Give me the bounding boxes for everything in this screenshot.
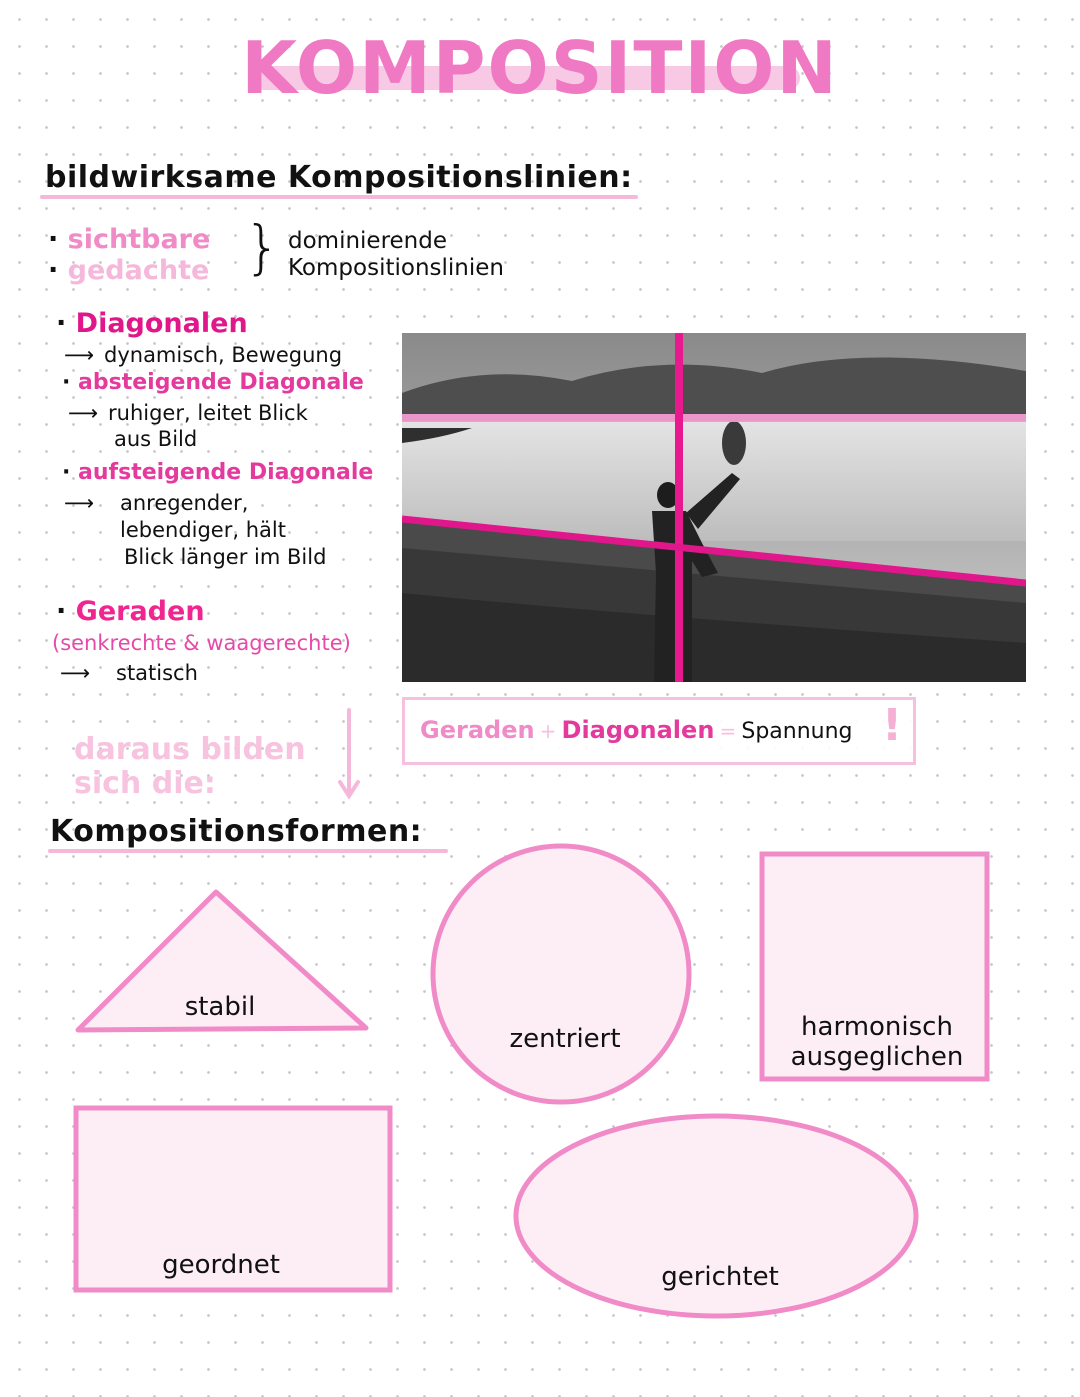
lead-in-note [74, 733, 306, 801]
ascending-diagonal-label: · aufsteigende Diagonale [62, 460, 374, 485]
list-item: · sichtbare [48, 224, 211, 255]
square-label-line: ausgeglichen [790, 1042, 964, 1072]
ascending-diagonal-text: ⟶ anregender, lebendiger, hält Blick länger im Bild [64, 491, 327, 569]
brace-note-line: dominierende [288, 228, 448, 254]
section-heading-forms: Kompositionsformen: [50, 814, 423, 849]
landscape-photo [402, 333, 1026, 682]
exclamation-icon: ! [882, 700, 903, 751]
list-item: · gedachte [48, 255, 210, 286]
arrow-right-icon: ⟶ [64, 343, 95, 367]
descending-diagonal-text: ⟶ ruhiger, leitet Blick aus Bild [68, 401, 308, 451]
equation [420, 716, 853, 744]
brace-symbol: } [244, 213, 281, 281]
brace-note-line: Kompositionslinien [288, 255, 504, 281]
equation-term: Diagonalen [561, 716, 715, 744]
diagonals-block [56, 308, 248, 339]
page-title: KOMPOSITION [241, 26, 839, 110]
triangle-label: stabil [184, 992, 256, 1022]
section-heading-underline [40, 195, 638, 199]
equation-result: Spannung [741, 719, 853, 744]
arrow-right-icon: ⟶ [64, 491, 95, 515]
square-label [772, 1012, 982, 1072]
lead-in-line: sich die: [74, 766, 216, 801]
diagonals-effect: ⟶ dynamisch, Bewegung [64, 343, 343, 367]
visibility-list [48, 224, 210, 286]
section-heading-lines: bildwirksame Kompositionslinien: [45, 160, 633, 195]
square-label-line: harmonisch [801, 1012, 953, 1042]
rectangle-label: geordnet [162, 1250, 280, 1280]
straights-paren: (senkrechte & waagerechte) [52, 631, 351, 655]
diagonals-heading: · Diagonalen [56, 308, 248, 339]
equation-term: Geraden [420, 716, 535, 744]
photo-image [402, 333, 1026, 682]
straights-effect: ⟶ statisch [60, 661, 198, 685]
brace-note [288, 228, 504, 282]
equation-operator: + [539, 719, 557, 743]
arrow-down-icon [336, 708, 362, 800]
arrow-right-icon: ⟶ [68, 401, 99, 425]
ellipse-label: gerichtet [661, 1262, 779, 1292]
straights-heading: · Geraden [56, 596, 205, 627]
circle-shape [433, 846, 689, 1102]
circle-label: zentriert [509, 1024, 621, 1054]
equation-operator: = [719, 719, 737, 743]
descending-diagonal-label: · absteigende Diagonale [62, 370, 364, 395]
arrow-right-icon: ⟶ [60, 661, 91, 685]
lead-in-line: daraus bilden [74, 732, 306, 767]
